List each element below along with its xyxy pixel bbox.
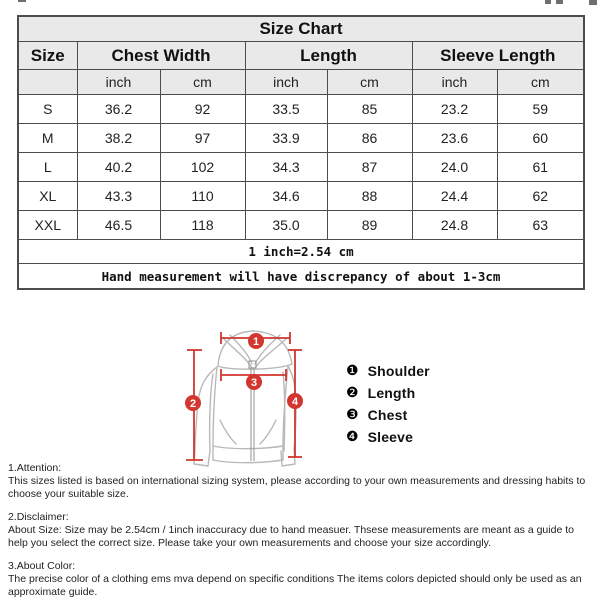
legend-item-length: [346, 385, 430, 400]
value-cell: 86: [327, 124, 412, 153]
legend-label: Sleeve: [367, 428, 414, 445]
size-label: XL: [18, 182, 77, 211]
legend-item-sleeve: [346, 429, 430, 444]
value-cell: 33.9: [245, 124, 327, 153]
value-cell: 85: [327, 95, 412, 124]
circled-2-icon: ❷: [346, 384, 359, 400]
note-heading: 1.Attention:: [8, 462, 62, 474]
callout-2-number: 2: [189, 398, 197, 410]
value-cell: 46.5: [77, 211, 160, 240]
note-heading: 3.About Color:: [8, 560, 76, 572]
value-cell: 38.2: [77, 124, 160, 153]
hoodie-measurement-diagram: [118, 326, 333, 478]
unit-cell: cm: [327, 70, 412, 95]
callout-3-number: 3: [250, 377, 258, 389]
value-cell: 59: [497, 95, 584, 124]
unit-cell: cm: [497, 70, 584, 95]
note-body: About Size: Size may be 2.54cm / 1inch inaccuracy due to hand measuer. Thsese measurements are meant as a guide to help you select the correct size. Please take your own measurements and choose your size accordingly.: [8, 524, 574, 549]
unit-cell: cm: [160, 70, 245, 95]
value-cell: 89: [327, 211, 412, 240]
unit-cell: inch: [77, 70, 160, 95]
table-row-l: [18, 153, 584, 182]
legend-label: Shoulder: [367, 362, 430, 379]
col-group-chest-width: Chest Width: [77, 42, 245, 70]
col-group-sleeve-length: Sleeve Length: [412, 42, 584, 70]
top-edge-artifact: [556, 0, 563, 4]
value-cell: 43.3: [77, 182, 160, 211]
measurement-note: Hand measurement will have discrepancy of about 1-3cm: [18, 264, 584, 290]
legend-label: Length: [367, 384, 416, 401]
value-cell: 34.3: [245, 153, 327, 182]
value-cell: 24.4: [412, 182, 497, 211]
value-cell: 40.2: [77, 153, 160, 182]
top-edge-artifact: [545, 0, 551, 4]
value-cell: 88: [327, 182, 412, 211]
table-row-s: [18, 95, 584, 124]
value-cell: 87: [327, 153, 412, 182]
value-cell: 23.2: [412, 95, 497, 124]
value-cell: 24.0: [412, 153, 497, 182]
conversion-note: 1 inch=2.54 cm: [18, 240, 584, 264]
table-row-xxl: [18, 211, 584, 240]
hoodie-sketch: [194, 331, 296, 466]
unit-cell: inch: [412, 70, 497, 95]
size-label: S: [18, 95, 77, 124]
table-row-xl: [18, 182, 584, 211]
value-cell: 23.6: [412, 124, 497, 153]
value-cell: 62: [497, 182, 584, 211]
notes-section: [8, 462, 594, 600]
circled-1-icon: ❶: [346, 362, 359, 378]
value-cell: 61: [497, 153, 584, 182]
top-edge-artifact: [18, 0, 26, 2]
value-cell: 110: [160, 182, 245, 211]
top-edge-artifact: [589, 0, 597, 5]
note-about-color: [8, 560, 594, 598]
note-heading: 2.Disclaimer:: [8, 511, 69, 523]
value-cell: 35.0: [245, 211, 327, 240]
diagram-legend: [346, 363, 430, 451]
value-cell: 63: [497, 211, 584, 240]
note-body: The precise color of a clothing ems mva depend on specific conditions The items colors depicted should only be used as an approximate guide.: [8, 573, 582, 598]
value-cell: 24.8: [412, 211, 497, 240]
circled-3-icon: ❸: [346, 406, 359, 422]
note-attention: [8, 462, 594, 500]
value-cell: 34.6: [245, 182, 327, 211]
size-chart-table: [17, 15, 585, 290]
legend-item-shoulder: [346, 363, 430, 378]
value-cell: 60: [497, 124, 584, 153]
callout-1-number: 1: [252, 336, 260, 348]
value-cell: 36.2: [77, 95, 160, 124]
size-label: L: [18, 153, 77, 182]
col-header-size: Size: [18, 42, 77, 70]
value-cell: 102: [160, 153, 245, 182]
value-cell: 97: [160, 124, 245, 153]
callout-4-number: 4: [291, 396, 299, 408]
value-cell: 33.5: [245, 95, 327, 124]
note-body: This sizes listed is based on international sizing system, please according to your own measurements and dressing habits to choose your suitable size.: [8, 475, 586, 500]
table-title: Size Chart: [18, 16, 584, 42]
circled-4-icon: ❹: [346, 428, 359, 444]
value-cell: 92: [160, 95, 245, 124]
size-label: XXL: [18, 211, 77, 240]
unit-cell-empty: [18, 70, 77, 95]
value-cell: 118: [160, 211, 245, 240]
table-row-m: [18, 124, 584, 153]
note-disclaimer: [8, 511, 594, 549]
legend-label: Chest: [367, 406, 408, 423]
col-group-length: Length: [245, 42, 412, 70]
size-label: M: [18, 124, 77, 153]
legend-item-chest: [346, 407, 430, 422]
unit-cell: inch: [245, 70, 327, 95]
